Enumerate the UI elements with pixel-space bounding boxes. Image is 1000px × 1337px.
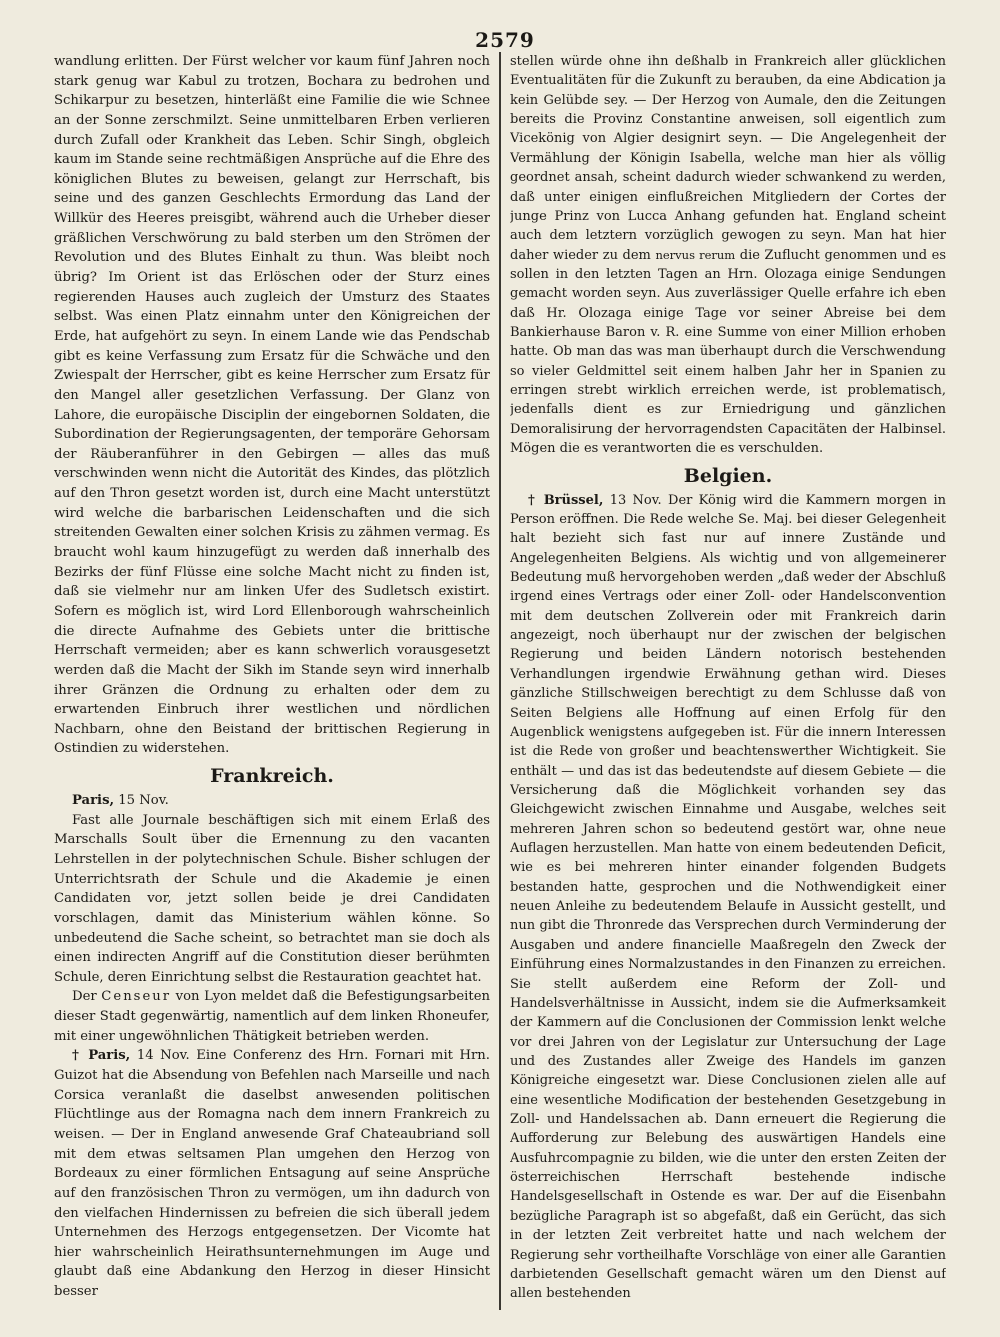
date-paris-2: 14 Nov. — [130, 1048, 190, 1064]
article-sikh-continuation: wandlung erlitten. Der Fürst welcher vor kaum fünf Jahren noch stark genug war Kabul zu trotzen, Bochara zu bedrohen und Schikarpur zu besetzen, hinterläßt eine Familie die wie Schnee an der Sonne zerschmilzt. Seine unmittelbaren Erben verlieren durch Zufall oder Krankheit das Leben. Schir Singh, obgleich kaum im Stande seine rechtmäßigen Ansprüche auf die Ehre des königlichen Blutes zu beweisen, gelangt zur Herrschaft, bis seine und des ganzen Geschlechts Ermordung das Land der Willkür des Heeres preisgibt, während auch die Urheber dieser gräßlichen Verschwörung zu bald sterben um den Strömen der Revolution und des Blutes Einhalt zu thun. Was bleibt noch übrig? Im Orient ist das Erlöschen oder der Sturz eines regierenden Hauses auch zugleich der Umsturz des Staates selbst. Was einen Platz einnahm unter den Königreichen der Erde, hat aufgehört zu seyn. In einem Lande wie das Pendschab gibt es keine Verfassung zum Ersatz für die Schwäche und den Zwiespalt der Herrscher, gibt es keine Herrscher zum Ersatz für den Mangel aller gesetzlichen Verfassung. Der Glanz von Lahore, die europäische Disciplin der eingebornen Soldaten, die Subordination der Regierungsagenten, der temporäre Gehorsam der Räuberanführer in den Gebirgen — alles das muß verschwinden wenn nicht die Autorität des Kindes, das plötzlich auf den Thron gesetzt worden ist, durch eine Macht unterstützt wird welche die barbarischen Leidenschaften und die sich streitenden Gewalten einer solchen Krisis zu zähmen vermag. Es braucht wohl kaum hinzugefügt zu werden daß innerhalb des Bezirks der fünf Flüsse eine solche Macht nicht zu finden ist, daß sie vielmehr nur am linken Ufer des Sudletsch existirt. Sofern es möglich ist, wird Lord Ellenborough wahrscheinlich die directe Aufnahme des Gebiets unter die brittische Herrschaft vermeiden; aber es kann schwerlich vorausgesetzt werden daß die Macht der Sikh im Stande seyn wird innerhalb ihrer Gränzen die Ordnung zu erhalten oder dem zu erwartenden Einbruch ihrer westlichen und nördlichen Nachbarn, ohne den Beistand der brittischen Regierung in Ostindien zu widerstehen. — [54, 54, 490, 757]
article-brussels — [510, 491, 946, 1304]
right-column — [510, 52, 946, 1310]
section-heading-belgien: Belgien. — [683, 464, 773, 487]
dateline-paris-2: † Paris, — [72, 1048, 131, 1064]
censeur-lead: Der — [72, 989, 102, 1005]
date-brussels: 13 Nov. — [603, 492, 662, 508]
section-heading-frankreich: Frankreich. — [210, 765, 334, 788]
censeur-name: Censeur — [101, 989, 172, 1005]
article-censeur-lyon — [54, 987, 490, 1046]
date-paris: 15 Nov. — [114, 793, 169, 809]
article-brussels-text: Der König wird die Kammern morgen in Person eröffnen. Die Rede welche Se. Maj. bei dieser Gelegenheit halt bezieht sich fast nur auf innere Zustände und Angelegenheiten Belgiens. Als wichtig und von allgemeinerer Bedeutung muß hervorgehoben werden „daß weder der Abschluß irgend eines Vertrags oder einer Zoll- oder Handelsconvention mit dem deutschen Zollverein oder mit Frankreich darin angezeigt, noch überhaupt nur der zwischen der belgischen Regierung und beiden Ländern notorisch bestehenden Verhandlungen irgendwie Erwähnung gethan wird. Dieses gänzliche Stillschweigen berechtigt zu dem Schlusse daß von Seiten Belgiens alle Hoffnung auf einen Erfolg für den Augenblick wenigstens aufgegeben ist. Für die innern Interessen ist die Rede von großer und beachtenswerther Wichtigkeit. Sie enthält — und das ist das bedeutendste auf diesem Gebiete — die Versicherung daß die Möglichkeit vorhanden sey das Gleichgewicht zwischen Einnahme und Ausgabe, welches seit mehreren Jahren schon so bedeutend gestört war, ohne neue Auflagen herzustellen. Man hatte von einem bedeutenden Deficit, wie es bei mehreren hinter einander folgenden Budgets bestanden hatte, gesprochen und die Nothwendigkeit einer neuen Anleihe zu bedeutendem Belaufe in Aussicht gestellt, und nun gibt die Thronrede das Versprechen durch Verminderung der Ausgaben und andere financielle Maaßregeln den Zweck der Einführung eines Normalzustandes in den Finanzen zu erreichen. Sie stellt außerdem eine Reform der Zoll- und Handelsverhältnisse in Aussicht, indem sie die Aufmerksamkeit der Kammern auf die Conclusionen der Commission lenkt welche vor drei Jahren von der Legislatur zur Untersuchung der Lage und des Zustandes aller Zweige des Handels im ganzen Königreiche eingesetzt war. Diese Conclusionen zielen alle auf eine wesentliche Modification der bestehenden Gesetzgebung in Zoll- und Handelssachen ab. Dann erneuert die Regierung die Aufforderung zur Belebung des auswärtigen Handels eine Ausfuhrcompagnie zu bilden, wie die unter den ersten Zeiten der österreichischen Herrschaft bestehende indische Handelsgesellschaft in Ostende es war. Der auf die Eisenbahn bezügliche Paragraph ist so abgefaßt, daß ein Gerücht, das sich in der letzten Zeit verbreitet hatte und nach welchem der Regierung sehr vortheilhafte Vorschläge von einer alle Garantien darbietenden Gesellschaft gemacht wären um den Dienst auf allen bestehenden — [510, 492, 946, 1302]
article-paris-conference — [54, 1046, 490, 1301]
continuation-text-a: stellen würde ohne ihn deßhalb in Frankreich aller glücklichen Eventualitäten für die Zukunft zu berauben, da eine Abdication ja kein Gelübde sey. — Der Herzog von Aumale, den die Zeitungen bereits die Provinz Constantine anweisen, soll eigentlich zum Vicekönig von Algier designirt seyn. — Die Angelegenheit der Vermählung der Königin Isabella, welche man hier als völlig geordnet ansah, scheint dadurch wieder schwankend zu werden, daß unter einigen einflußreichen Mitgliedern der Cortes der junge Prinz von Lucca Anhang gefunden hat. England scheint auch dem letztern vorzüglich gewogen zu seyn. Man hat hier daher wieder zu dem — [510, 54, 946, 263]
continuation-text-b: die Zuflucht genommen und es sollen in den letzten Tagen an Hrn. Olozaga einige Sendungen gemacht worden seyn. Aus zuverlässiger Quelle erfahre ich eben daß Hr. Olozaga einige Tage vor seiner Abreise bei dem Bankierhause Baron v. R. eine Summe von einer Million erhoben hatte. Ob man das was man überhaupt durch die Verschwendung so vieler Geldmittel seit einem halben Jahr her in Spanien zu erringen strebt wirklich erreichen werde, ist problematisch, jedenfalls dient es zur Erniedrigung und gänzlichen Demoralisirung der hervorragendsten Capacitäten der Halbinsel. Mögen die es verantworten die es verschulden. — [510, 247, 946, 457]
article-paris-conference-continuation — [510, 52, 946, 459]
article-paris-polytechnic-text: Fast alle Journale beschäftigen sich mit einem Erlaß des Marschalls Soult über die Ernennung zu den vacanten Lehrstellen in der polytechnischen Schule. Bisher schlugen der Unterrichtsrath der Schule und die Akademie je einen Candidaten vor, jetzt sollen beide je drei Candidaten vorschlagen, damit das Ministerium wählen könne. So unbedeutend die Sache scheint, so betrachtet man sie doch als einen indirecten Angriff auf die Constitution dieser berühmten Schule, deren Einrichtung selbst die Restauration geachtet hat. — [54, 812, 490, 985]
censeur-text: von Lyon meldet daß die Befestigungsarbeiten dieser Stadt gegenwärtig, namentlich auf dem linken Rhoneufer, mit einer ungewöhnlichen Thätigkeit betrieben werden. — [54, 989, 490, 1044]
left-column — [54, 52, 490, 1310]
dateline-paris: Paris, — [72, 793, 115, 809]
nervus-rerum: nervus rerum — [655, 247, 736, 262]
column-divider — [499, 52, 501, 1310]
article-paris-conference-text: Eine Conferenz des Hrn. Fornari mit Hrn. Guizot hat die Absendung von Befehlen nach Marseille und nach Corsica veranlaßt die daselbst anwesenden politischen Flüchtlinge aus der Romagna nach dem innern Frankreich zu weisen. — Der in England anwesende Graf Chateaubriand soll mit dem etwas seltsamen Plan umgehen den Herzog von Bordeaux zu einer förmlichen Entsagung auf seine Ansprüche auf den französischen Thron zu vermögen, um ihn dadurch von den vielfachen Hindernissen zu befreien die sich überall jedem Unternehmen des Herzogs entgegensetzen. Der Vicomte hat hier wahrscheinlich Heirathsunternehmungen im Auge und glaubt daß eine Abdankung den Herzog in dieser Hinsicht besser — [54, 1048, 490, 1300]
article-paris-polytechnic — [54, 791, 490, 811]
dateline-brussels: † Brüssel, — [528, 492, 604, 508]
page-number: 2579 — [475, 28, 535, 52]
